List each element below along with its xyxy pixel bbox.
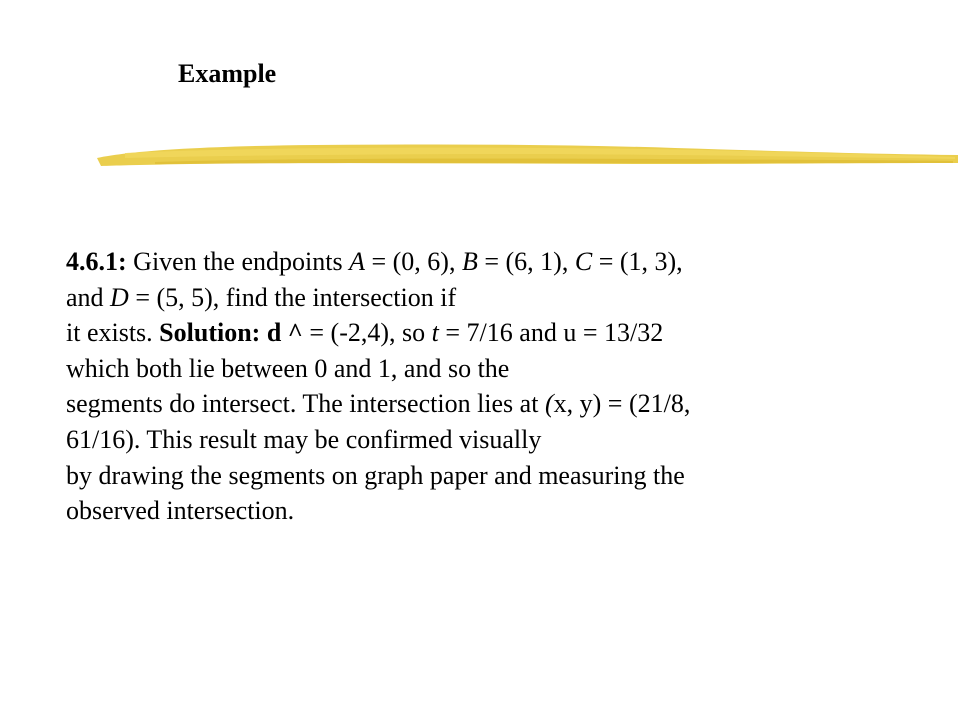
body-line-2: and D = (5, 5), find the intersection if [66,282,457,312]
body-line-6: 61/16). This result may be confirmed visually [66,424,542,454]
body-line-8: observed intersection. [66,496,295,526]
var-C: C [574,247,593,276]
highlighter-stroke-decoration [95,136,960,176]
var-B: B [461,247,478,276]
var-A: A [349,247,365,276]
var-t: t [431,318,439,348]
slide-title: Example [178,59,277,88]
body-line-1: 4.6.1: Given the endpoints A = (0, 6), B = (6, 1), C = (1, 3), [66,247,683,276]
solution-label: Solution: d ^ [159,318,303,348]
body-line-7: by drawing the segments on graph paper and measuring the [66,460,685,490]
body-line-5: segments do intersect. The intersection lies at (x, y) = (21/8, [66,389,691,419]
var-D: D [110,282,129,312]
body-line-3: it exists. Solution: d ^ = (-2,4), so t = 7/16 and u = 13/32 [66,318,664,348]
problem-label: 4.6.1: [66,247,127,276]
body-line-4: which both lie between 0 and 1, and so the [66,353,510,383]
example-body [66,244,856,529]
